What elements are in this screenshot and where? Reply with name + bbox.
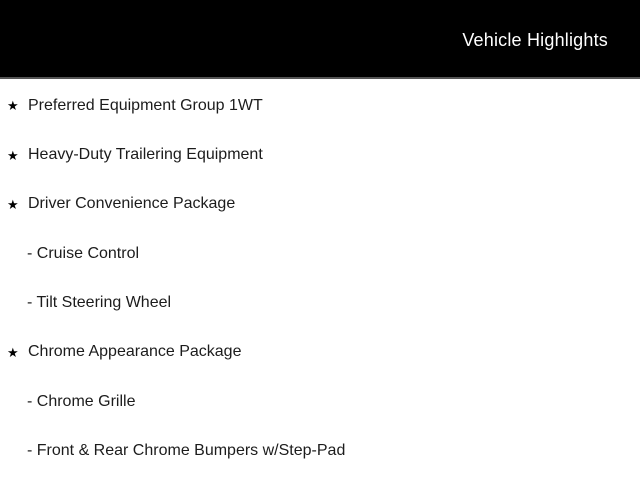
page-title: Vehicle Highlights xyxy=(462,29,608,50)
list-item xyxy=(0,81,640,130)
list-subitem xyxy=(0,377,640,426)
star-icon: ★ xyxy=(7,98,19,114)
header-bar xyxy=(0,0,640,79)
list-subitem xyxy=(0,229,640,278)
star-icon: ★ xyxy=(7,196,19,212)
list-item-label: - Chrome Grille xyxy=(27,392,136,410)
highlights-list xyxy=(0,79,640,476)
list-item-label: Driver Convenience Package xyxy=(28,195,236,213)
list-item-label: - Front & Rear Chrome Bumpers w/Step-Pad xyxy=(27,442,346,460)
list-subitem xyxy=(0,278,640,327)
list-item-label: Chrome Appearance Package xyxy=(28,343,242,361)
list-item xyxy=(0,180,640,229)
star-icon: ★ xyxy=(7,147,19,163)
list-item xyxy=(0,130,640,179)
list-item xyxy=(0,328,640,377)
list-item-label: - Tilt Steering Wheel xyxy=(27,294,172,312)
star-icon: ★ xyxy=(7,344,19,360)
list-item-label: - Cruise Control xyxy=(27,244,140,262)
list-item-label: Preferred Equipment Group 1WT xyxy=(28,96,263,114)
list-item-label: Heavy-Duty Trailering Equipment xyxy=(28,146,263,164)
list-subitem xyxy=(0,426,640,475)
